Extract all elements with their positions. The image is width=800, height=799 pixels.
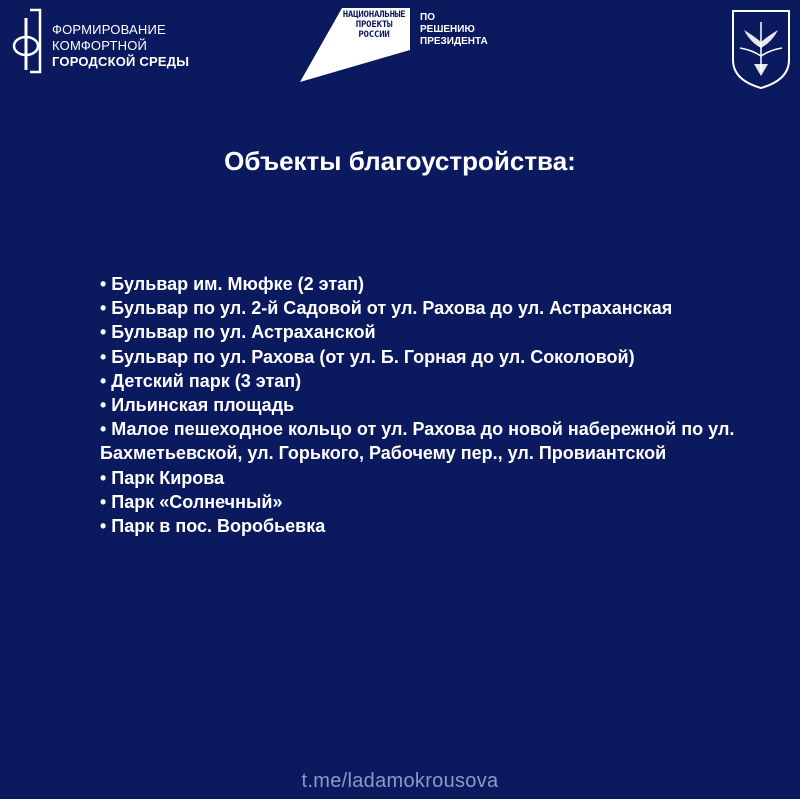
national-projects-line-1: НАЦИОНАЛЬНЫЕ [342, 10, 406, 20]
logo-line-2: КОМФОРТНОЙ [52, 38, 148, 53]
comfort-urban-environment-logo [8, 8, 189, 74]
objects-list [100, 272, 760, 538]
saratov-coat-of-arms-icon [730, 8, 792, 90]
national-projects-logo [300, 8, 488, 84]
national-projects-line-2: ПРОЕКТЫ [355, 20, 393, 30]
logo-line-1: ФОРМИРОВАНИЕ [52, 22, 166, 37]
list-item: • Парк в пос. Воробьевка [100, 516, 326, 537]
list-item: • Малое пешеходное кольцо от ул. Рахова до новой набережной по ул. Бахметьевской, ул. Горького, Рабочему пер., ул. Провиантской [100, 419, 735, 464]
list-item: • Бульвар по ул. Астраханской [100, 322, 376, 343]
president-line-1: ПО РЕШЕНИЮ [420, 12, 475, 35]
list-item: • Парк «Солнечный» [100, 491, 283, 512]
list-item: • Парк Кирова [100, 467, 225, 488]
list-item: • Ильинская площадь [100, 395, 295, 416]
saratov-coat-of-arms [730, 8, 792, 95]
logo-line-3: ГОРОДСКОЙ СРЕДЫ [52, 54, 190, 69]
list-item: • Бульвар по ул. Рахова (от ул. Б. Горная до ул. Соколовой) [100, 346, 635, 367]
page-title: Объекты благоустройства: [224, 146, 576, 176]
president-line-2: ПРЕЗИДЕНТА [420, 36, 488, 47]
telegram-link[interactable]: t.me/ladamokrousova [301, 770, 499, 792]
list-item: • Детский парк (3 этап) [100, 370, 302, 391]
national-projects-line-3: РОССИИ [358, 30, 390, 40]
list-item: • Бульвар по ул. 2-й Садовой от ул. Рахова до ул. Астраханская [100, 298, 673, 319]
list-item: • Бульвар им. Мюфке (2 этап) [100, 274, 365, 294]
ф-city-emblem-icon [8, 8, 44, 74]
